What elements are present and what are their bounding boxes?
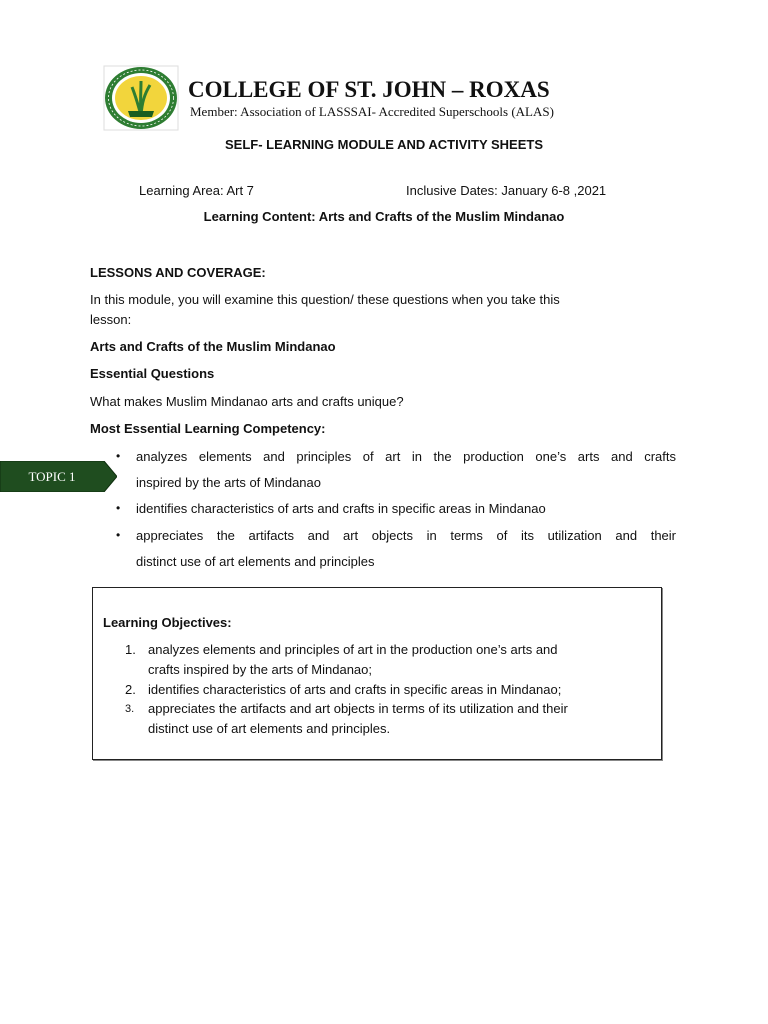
objective-number: 2. bbox=[125, 682, 136, 697]
college-seal-icon bbox=[102, 65, 180, 131]
learning-area: Learning Area: Art 7 bbox=[139, 183, 254, 198]
bullet-icon: • bbox=[116, 449, 121, 463]
intro-text: In this module, you will examine this question/ these questions when you take this bbox=[90, 292, 560, 307]
inclusive-dates: Inclusive Dates: January 6-8 ,2021 bbox=[406, 183, 607, 198]
competency-item: inspired by the arts of Mindanao bbox=[136, 475, 321, 490]
melc-heading: Most Essential Learning Competency: bbox=[90, 421, 326, 436]
bullet-icon: • bbox=[116, 528, 121, 542]
topic-heading: Arts and Crafts of the Muslim Mindanao bbox=[90, 339, 336, 354]
objective-item: identifies characteristics of arts and crafts in specific areas in Mindanao; bbox=[148, 682, 562, 697]
bullet-icon: • bbox=[116, 501, 121, 515]
objective-number: 1. bbox=[125, 642, 136, 657]
learning-content: Learning Content: Arts and Crafts of the Muslim Mindanao bbox=[203, 209, 565, 224]
essential-questions-heading: Essential Questions bbox=[90, 366, 215, 381]
college-name: COLLEGE OF ST. JOHN – ROXAS bbox=[188, 77, 550, 102]
topic-badge-label: TOPIC 1 bbox=[28, 469, 76, 484]
objective-item: analyzes elements and principles of art in the production one’s arts and bbox=[148, 642, 558, 657]
competency-item: analyzes elements and principles of art in the production one’s arts and crafts bbox=[136, 449, 676, 464]
intro-text: lesson: bbox=[90, 312, 132, 327]
objective-item: appreciates the artifacts and art objects in terms of its utilization and their bbox=[148, 701, 568, 716]
competency-item: distinct use of art elements and principles bbox=[136, 554, 375, 569]
objectives-heading: Learning Objectives: bbox=[103, 615, 232, 630]
competency-item: identifies characteristics of arts and crafts in specific areas in Mindanao bbox=[136, 501, 546, 516]
essential-question: What makes Muslim Mindanao arts and crafts unique? bbox=[90, 394, 404, 409]
member-line: Member: Association of LASSSAI- Accredited Superschools (ALAS) bbox=[190, 104, 554, 119]
module-title: SELF- LEARNING MODULE AND ACTIVITY SHEETS bbox=[224, 137, 544, 152]
competency-item: appreciates the artifacts and art objects in terms of its utilization and their bbox=[136, 528, 676, 543]
objective-item: crafts inspired by the arts of Mindanao; bbox=[148, 662, 373, 677]
objective-item: distinct use of art elements and principles. bbox=[148, 721, 391, 736]
objective-number: 3. bbox=[125, 703, 135, 715]
lessons-heading: LESSONS AND COVERAGE: bbox=[90, 265, 266, 280]
